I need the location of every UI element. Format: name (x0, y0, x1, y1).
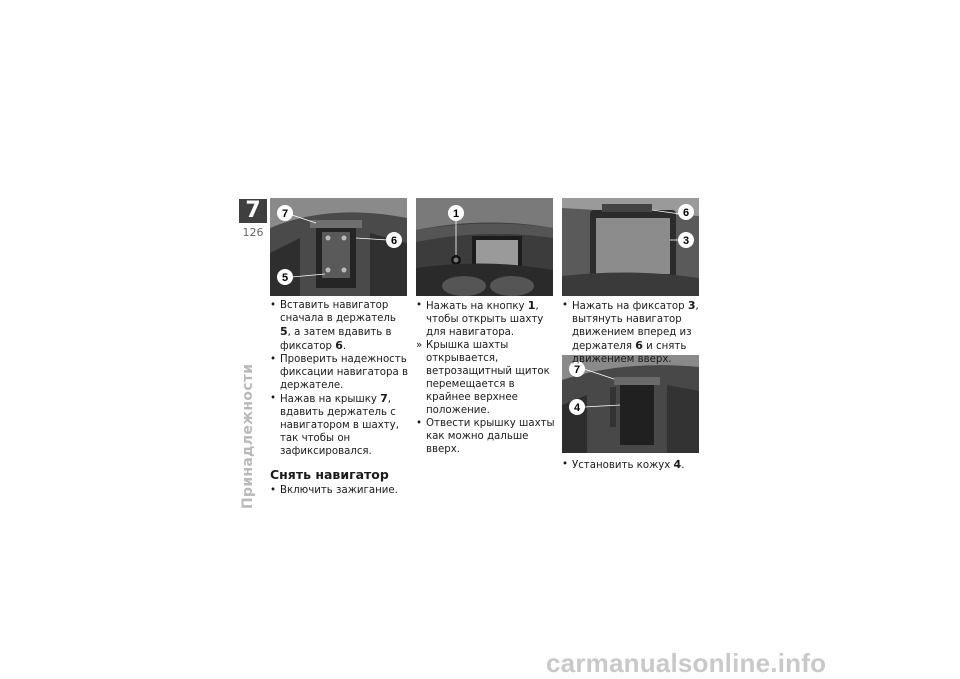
callout-6: 6 (682, 207, 690, 219)
column-3-bottom-text (562, 458, 702, 472)
photo-cover-install (562, 355, 699, 453)
list-item: » Крышка шахты открывается, ветрозащитный щиток перемещается в крайнее верхнее положение. (416, 340, 550, 416)
section-heading: Снять навигатор (270, 467, 389, 482)
photo-navigator-holder (270, 198, 407, 296)
side-title-text: Принадлежности (240, 363, 256, 509)
list-item: • Нажав на крышку 7, вдавить держатель с навигатором в шахту, так чтобы он зафиксировался. (270, 392, 399, 457)
column-1-text (270, 299, 410, 497)
callout-1: 1 (452, 208, 460, 220)
page-number: 126 (242, 226, 264, 239)
callout-5: 5 (281, 272, 289, 284)
callout-6: 6 (390, 235, 398, 247)
callout-3: 3 (682, 235, 690, 247)
callout-7: 7 (281, 208, 289, 220)
list-item: • Включить зажигание. (270, 485, 398, 496)
chapter-number: 7 (239, 199, 267, 223)
photo-dashboard-button (416, 198, 553, 296)
callout-4: 4 (573, 402, 581, 414)
list-item: • Нажать на кнопку 1, чтобы открыть шахту для навигатора. (416, 299, 544, 338)
list-item: • Отвести крышку шахты как можно дальше вверх. (416, 418, 555, 455)
list-item: • Проверить надежность фиксации навигатора в держателе. (270, 354, 408, 391)
list-item: • Вставить навигатор сначала в держатель 5, а затем вдавить в фиксатор 6. (270, 300, 396, 352)
column-2-text (416, 299, 556, 456)
photo-navigator-release (562, 198, 699, 296)
watermark: carmanualsonline.info (546, 648, 827, 678)
list-item: • Нажать на фиксатор 3, вытянуть навигатор движением вперед из держателя 6 и снять движением вверх. (562, 299, 699, 365)
column-3-text (562, 299, 702, 366)
callout-7: 7 (573, 364, 581, 376)
side-title (240, 363, 260, 509)
list-item: • Установить кожух 4. (562, 458, 685, 471)
